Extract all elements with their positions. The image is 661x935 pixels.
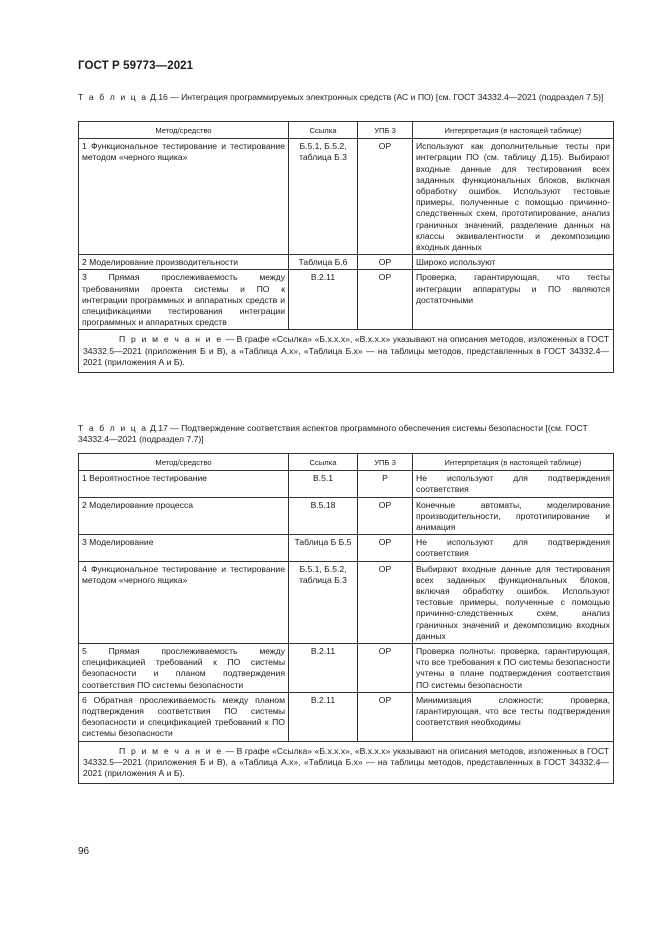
table-cell-interpretation: Широко используют [413, 255, 614, 270]
table-cell-reference: Таблица Б.6 [289, 255, 358, 270]
table-row [79, 255, 614, 270]
table-cell-sil: ОР [358, 692, 413, 741]
table-cell-method: 5 Прямая прослеживаемость между спецификацией требований к ПО системы безопасности и планом подтверждения соответствия ПО системы безопасности [79, 644, 289, 693]
table-cell-method: 4 Функциональное тестирование и тестирование методом «черного ящика» [79, 561, 289, 643]
table-cell-interpretation: Используют как дополнительные тесты при интеграции ПО (см. таблицу Д.15). Выбирают входные данные для тестирования всех заданных функциональных блоков, включая обработку ошибок. Используют тестовые примеры, полученные с помощью причинно-следственных схем, прототипирование, анализ граничных значений, разделение данных на классы эквивалентности и декомпозицию входных данных [413, 139, 614, 255]
table-row [79, 561, 614, 643]
table17-header-sil: УПБ 3 [358, 454, 413, 471]
table17-header-method: Метод/средство [79, 454, 289, 471]
table-cell-sil: ОР [358, 644, 413, 693]
table-cell-interpretation: Проверка, гарантирующая, что тесты интеграции аппаратуры и ПО являются достаточными [413, 270, 614, 330]
table16-caption [78, 92, 614, 103]
table16-note-text: — В графе «Ссылка» «Б.х.х.х», «В.х.х.х» указывают на описания методов, изложенных в ГОСТ 34332.5—2021 (приложения Б и В), а «Таблица А.х», «Таблица Б.х» — на таблицы методов, представленных в ГОСТ 34332.4—2021 (приложения А и Б). [83, 334, 610, 367]
table-cell-method: 1 Вероятностное тестирование [79, 471, 289, 497]
table17-note-text: — В графе «Ссылка» «Б.х.х.х», «В.х.х.х» указывают на описания методов, изложенных в ГОСТ 34332.5—2021 (приложения Б и В), а «Таблица А.х», «Таблица Б.х» — на таблицы методов, представленных в ГОСТ 34332.4—2021 (приложения А и Б). [83, 745, 610, 779]
table-row [79, 270, 614, 330]
table-cell-method: 3 Прямая прослеживаемость между требованиями проекта системы и ПО к интеграции программных и аппаратных средств и спецификациями тестирования интеграции программных и аппаратных средств [79, 270, 289, 330]
table16 [78, 121, 614, 373]
table17-header-interpretation: Интерпретация (в настоящей таблице) [413, 454, 614, 471]
table16-header-reference: Ссылка [289, 122, 358, 139]
table-cell-method: 2 Моделирование производительности [79, 255, 289, 270]
table17-header-row [79, 454, 614, 471]
table-cell-reference: В.2.11 [289, 692, 358, 741]
table16-caption-text: Д.16 — Интеграция программируемых электронных средств (АС и ПО) [см. ГОСТ 34332.4—2021 (подраздел 7.5)] [149, 92, 604, 102]
table-row [79, 535, 614, 561]
table16-caption-label: Т а б л и ц а [78, 92, 148, 102]
table-cell-method: 1 Функциональное тестирование и тестирование методом «черного ящика» [79, 139, 289, 255]
table-cell-sil: ОР [358, 535, 413, 561]
table-row [79, 644, 614, 693]
table17-caption [78, 423, 614, 445]
table-cell-interpretation: Не используют для подтверждения соответствия [413, 535, 614, 561]
table-cell-method: 6 Обратная прослеживаемость между планом подтверждения соответствия ПО системы безопасности и спецификацией требований к ПО системы безопасности [79, 692, 289, 741]
table-cell-sil: ОР [358, 561, 413, 643]
table-cell-interpretation: Не используют для подтверждения соответствия [413, 471, 614, 497]
table-cell-reference: В.5.18 [289, 497, 358, 535]
table-cell-sil: ОР [358, 139, 413, 255]
table-cell-method: 2 Моделирование процесса [79, 497, 289, 535]
table17-note-label: П р и м е ч а н и е [119, 745, 223, 756]
table-cell-interpretation: Проверка полноты: проверка, гарантирующая, что все требования к ПО системы безопасности учтены в плане подтверждения соответствия ПО системы безопасности [413, 644, 614, 693]
table17-note-row [79, 741, 614, 784]
table-cell-reference: Таблица Б Б.5 [289, 535, 358, 561]
table-row [79, 139, 614, 255]
table-row [79, 497, 614, 535]
table-cell-reference: Б.5.1, Б.5.2, таблица Б.3 [289, 561, 358, 643]
table16-note [79, 330, 614, 373]
table-cell-interpretation: Выбирают входные данные для тестирования всех заданных функциональных блоков, включая обработку ошибок. Используют тестовые примеры, полученные с помощью причинно-следственных схем, анализ граничных значений и декомпозицию входных данных [413, 561, 614, 643]
table-cell-interpretation: Конечные автоматы, моделирование производительности, прототипирование и анимация [413, 497, 614, 535]
table17-caption-label: Т а б л и ц а [78, 423, 148, 433]
table-cell-method: 3 Моделирование [79, 535, 289, 561]
table17-caption-text: Д.17 — Подтверждение соответствия аспектов программного обеспечения системы безопасности [(см. ГОСТ 34332.4—2021 (подраздел 7.7)] [78, 423, 588, 445]
table-cell-reference: В.2.11 [289, 644, 358, 693]
table-cell-sil: ОР [358, 255, 413, 270]
table16-header-sil: УПБ 3 [358, 122, 413, 139]
table-row [79, 692, 614, 741]
table17-header-reference: Ссылка [289, 454, 358, 471]
table-cell-sil: ОР [358, 270, 413, 330]
table17 [78, 453, 614, 784]
table-cell-sil: ОР [358, 497, 413, 535]
table-cell-reference: Б.5.1, Б.5.2, таблица Б.3 [289, 139, 358, 255]
table16-header-method: Метод/средство [79, 122, 289, 139]
table16-header-interpretation: Интерпретация (в настоящей таблице) [413, 122, 614, 139]
table16-header-row [79, 122, 614, 139]
table-cell-sil: Р [358, 471, 413, 497]
table-cell-interpretation: Минимизация сложности: проверка, гарантирующая, что все тесты подтверждения соответствия необходимы [413, 692, 614, 741]
table16-note-row [79, 330, 614, 373]
document-header: ГОСТ Р 59773—2021 [78, 60, 194, 72]
page-number: 96 [78, 846, 90, 857]
table16-note-label: П р и м е ч а н и е [119, 334, 223, 345]
table-cell-reference: В.5.1 [289, 471, 358, 497]
table17-note [79, 741, 614, 784]
table-row [79, 471, 614, 497]
table-cell-reference: В.2.11 [289, 270, 358, 330]
